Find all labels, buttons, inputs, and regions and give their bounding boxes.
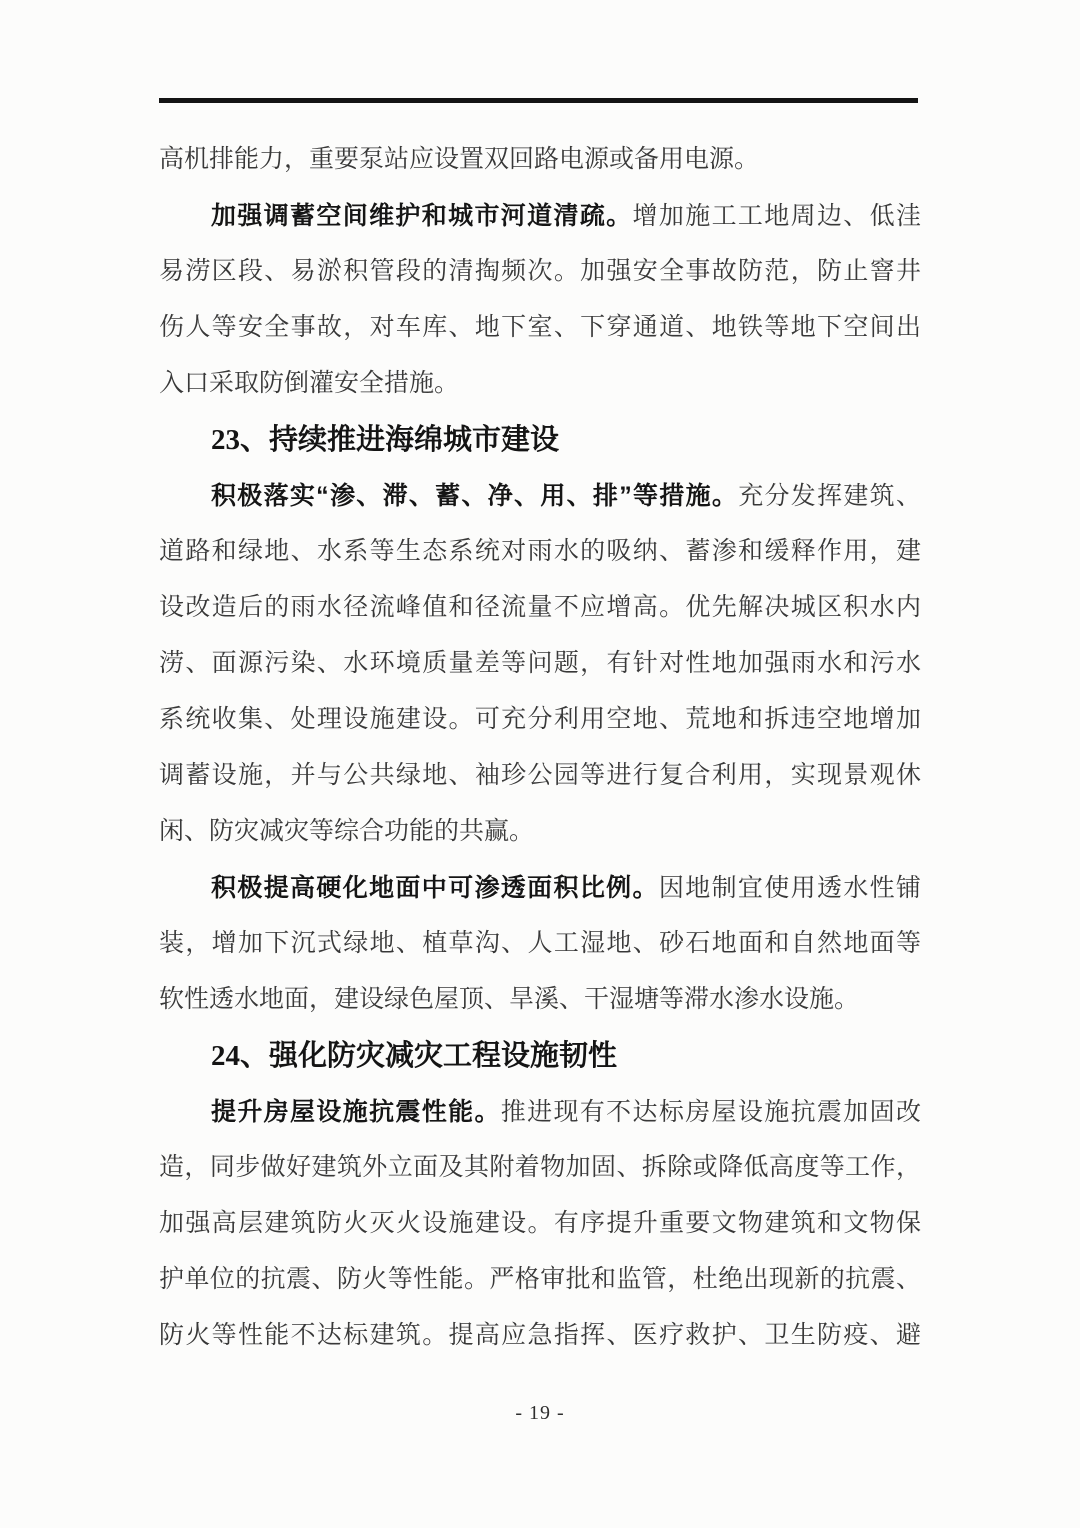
header-rule <box>159 98 918 103</box>
body-line: 软性透水地面，建设绿色屋顶、旱溪、干湿塘等滞水渗水设施。 <box>159 986 860 1013</box>
paragraph-lead: 积极提高硬化地面中可渗透面积比例。 <box>211 874 659 902</box>
line-text: 充分发挥建筑、 <box>738 483 921 510</box>
paragraph-first-line <box>159 1084 921 1140</box>
body-line: 调蓄设施，并与公共绿地、袖珍公园等进行复合利用，实现景观休 <box>159 762 921 789</box>
paragraph-first-line <box>159 860 921 916</box>
section-heading-24: 24、强化防灾减灾工程设施韧性 <box>211 1040 618 1072</box>
body-line: 易涝区段、易淤积管段的清掏频次。加强安全事故防范，防止窨井 <box>159 258 921 285</box>
paragraph-lead: 加强调蓄空间维护和城市河道清疏。 <box>211 202 633 230</box>
body-line: 入口采取防倒灌安全措施。 <box>159 370 460 397</box>
body-line: 道路和绿地、水系等生态系统对雨水的吸纳、蓄渗和缓释作用，建 <box>159 538 921 565</box>
paragraph-first-line <box>159 468 921 524</box>
paragraph-lead: 提升房屋设施抗震性能。 <box>211 1098 501 1126</box>
line-text: 增加施工工地周边、低洼 <box>632 203 921 230</box>
line-text: 推进现有不达标房屋设施抗震加固改 <box>500 1099 921 1126</box>
body-line: 加强高层建筑防火灭火设施建设。有序提升重要文物建筑和文物保 <box>159 1210 921 1237</box>
page-number: - 19 - <box>515 1402 565 1424</box>
body-line: 设改造后的雨水径流峰值和径流量不应增高。优先解决城区积水内 <box>159 594 921 621</box>
body-line: 闲、防灾减灾等综合功能的共赢。 <box>159 818 535 845</box>
page-content <box>159 98 921 1425</box>
body-line: 伤人等安全事故，对车库、地下室、下穿通道、地铁等地下空间出 <box>159 314 921 341</box>
text-block <box>159 132 921 1364</box>
body-line: 造，同步做好建筑外立面及其附着物加固、拆除或降低高度等工作， <box>159 1154 921 1181</box>
paragraph-lead: 积极落实“渗、滞、蓄、净、用、排”等措施。 <box>211 482 739 510</box>
section-heading-23: 23、持续推进海绵城市建设 <box>211 424 560 456</box>
body-line: 系统收集、处理设施建设。可充分利用空地、荒地和拆违空地增加 <box>159 706 921 733</box>
paragraph-first-line <box>159 188 921 244</box>
body-line: 护单位的抗震、防火等性能。严格审批和监管，杜绝出现新的抗震、 <box>159 1266 921 1293</box>
line-text: 因地制宜使用透水性铺 <box>658 875 921 902</box>
body-line: 高机排能力，重要泵站应设置双回路电源或备用电源。 <box>159 146 760 173</box>
body-line: 防火等性能不达标建筑。提高应急指挥、医疗救护、卫生防疫、避 <box>159 1322 921 1349</box>
body-line: 装，增加下沉式绿地、植草沟、人工湿地、砂石地面和自然地面等 <box>159 930 921 957</box>
body-line: 涝、面源污染、水环境质量差等问题，有针对性地加强雨水和污水 <box>159 650 921 677</box>
